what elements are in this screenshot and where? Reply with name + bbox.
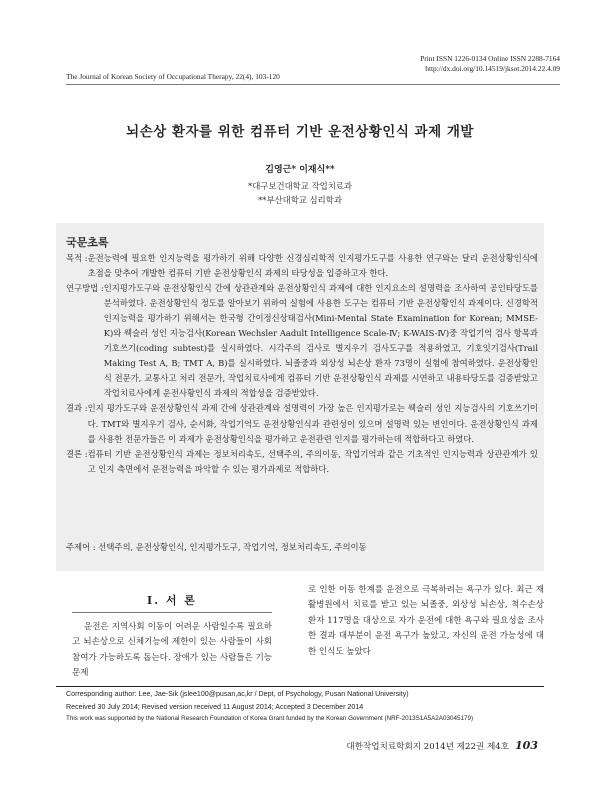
journal-citation: The Journal of Korean Society of Occupational Therapy, 22(4), 103-120 [66, 72, 280, 81]
keywords [66, 541, 538, 553]
article-title: 뇌손상 환자를 위한 컴퓨터 기반 운전상황인식 과제 개발 [126, 124, 474, 140]
abstract-section-purpose [66, 251, 538, 281]
abstract-body [66, 251, 538, 477]
issn-block [420, 54, 560, 74]
footnotes [66, 688, 473, 726]
received-dates: Received 30 July 2014; Revised version received 11 August 2014; Accepted 3 December 2014 [66, 702, 364, 711]
journal-issue: 대한작업치료학회지 2014년 제22권 제4호 [346, 742, 510, 752]
section-heading-introduction: Ⅰ. 서 론 [147, 594, 197, 607]
affiliation-2: **부산대학교 심리학과 [258, 195, 342, 205]
keywords-list: 선택주의, 운전상황인식, 인지평가도구, 작업기억, 정보처리속도, 주의이동 [98, 542, 367, 552]
page-footer [346, 739, 538, 752]
section-text: 컴퓨터 기반 운전상황인식 과제는 정보처리속도, 선택주의, 주의이동, 작업기억과 같은 기초적인 인지능력과 상관관계가 있고 인지 측면에서 운전능력을 파악할 수 있는 평가과제로 적합하다. [87, 448, 538, 474]
authors: 김영근* 이재식** [265, 165, 335, 175]
keywords-label: 주제어 : [66, 542, 99, 552]
section-text: 인지 평가도구와 운전상황인식 과제 간에 상관관계와 설명력이 가장 높은 인지평가로는 웩슬러 성인 지능검사의 기호쓰기이다. TMT와 별지우기 검사, 순서화, 작업기억도 운전상황인식과 관련성이 있으며 설명력 있는 변인이다. 운전상황인식 과제를 사용한 전문가들은 이 과제가 운전상황인식을 평가하고 운전관련 인지를 평가하는데 적합하다고 하였다. [87, 403, 538, 444]
abstract-section-methods [66, 281, 538, 401]
footnote-rule [56, 686, 544, 687]
header-rule [66, 84, 560, 85]
section-label: 결론 : [66, 448, 88, 459]
section-heading-rule [72, 612, 272, 613]
section-text: 운전능력에 필요한 인지능력을 평가하기 위해 다양한 신경심리학적 인지평가도구를 사용한 연구와는 달리 운전상황인식에 초점을 맞추어 개발한 컴퓨터 기반 운전상황인식 과제의 타당성을 입증하고자 한다. [87, 253, 538, 279]
issn-line: Print ISSN 1226-0134 Online ISSN 2288-7164 [420, 54, 560, 63]
section-label: 목적 : [66, 253, 88, 263]
abstract-heading: 국문초록 [66, 236, 109, 249]
abstract-box [56, 223, 544, 571]
affiliation-1: *대구보건대학교 작업치료과 [248, 181, 352, 191]
abstract-section-results [66, 401, 538, 446]
corresponding-author: Corresponding author: Lee, Jae-Sik (jslee100@pusan,ac,kr / Dept, of Psychology, Pusan National University) [66, 690, 409, 698]
funding-note: This work was supported by the National Research Foundation of Korea Grant funded by the Korean Government (NRF-2013S1A5A2A03045179) [66, 715, 474, 723]
section-label: 연구방법 : [66, 283, 104, 294]
section-text: 인지평가도구와 운전상황인식 간에 상관관계와 운전상황인식 과제에 대한 인지요소의 설명력을 조사하여 공인타당도를 분석하였다. 운전상황인식 정도를 알아보기 위하여 실험에 사용한 도구는 컴퓨터 기반 운전상황인식 과제이다. 신경학적 인지능력을 평가하기 위해서는 한국형 간이정신상태검사(Mini-Mental State Examination for Korean; MMSE-K)와 웩슬러 성인 지능검사(Korean Wechsler Aadult Intelligence Scale-Ⅳ; K-WAIS-Ⅳ)중 작업기억 검사 항목과 기호쓰기(coding subtest)를 실시하였다. 시각주의 검사로 별지우기 검사도구를 적용하였고, 기호잇기검사(Trail Making Test A, B; TMT A, B)를 실시하였다. 뇌졸중과 외상성 뇌손상 환자 73명이 실험에 참여하였다. 운전상황인식 전문가, 교통사고 처리 전문가, 작업치료사에게 컴퓨터 기반 운전상황인식 과제를 시연하고 내용타당도를 검증받았고 작업치료사에게 운전사황인식 과제의 적합성을 검증받았다. [103, 283, 538, 399]
body-column-right: 로 인한 이동 한계를 운전으로 극복하려는 욕구가 있다. 최근 재활병원에서 치료를 받고 있는 뇌졸중, 외상성 뇌손상, 척수손상 환자 117명을 대상으로 자가 운전에 대한 욕구와 필요성을 조사한 결과 대부분이 운전 욕구가 높았고, 자신의 운전 가능성에 대한 인식도 높았다 [308, 585, 544, 657]
page-number: 103 [515, 739, 538, 752]
abstract-section-conclusion [66, 447, 538, 477]
body-column-left: 운전은 지역사회 이동이 어려운 사람일수록 필요하고 뇌손상으로 신체기능에 제한이 있는 사람들이 사회 참여가 가능하도록 돕는다. 장애가 있는 사람들은 기능 문제 [72, 622, 272, 679]
doi-link[interactable]: http://dx.doi.org/10.14519/jksot.2014.22.4.09 [425, 64, 560, 73]
section-label: 결과 : [66, 403, 88, 414]
